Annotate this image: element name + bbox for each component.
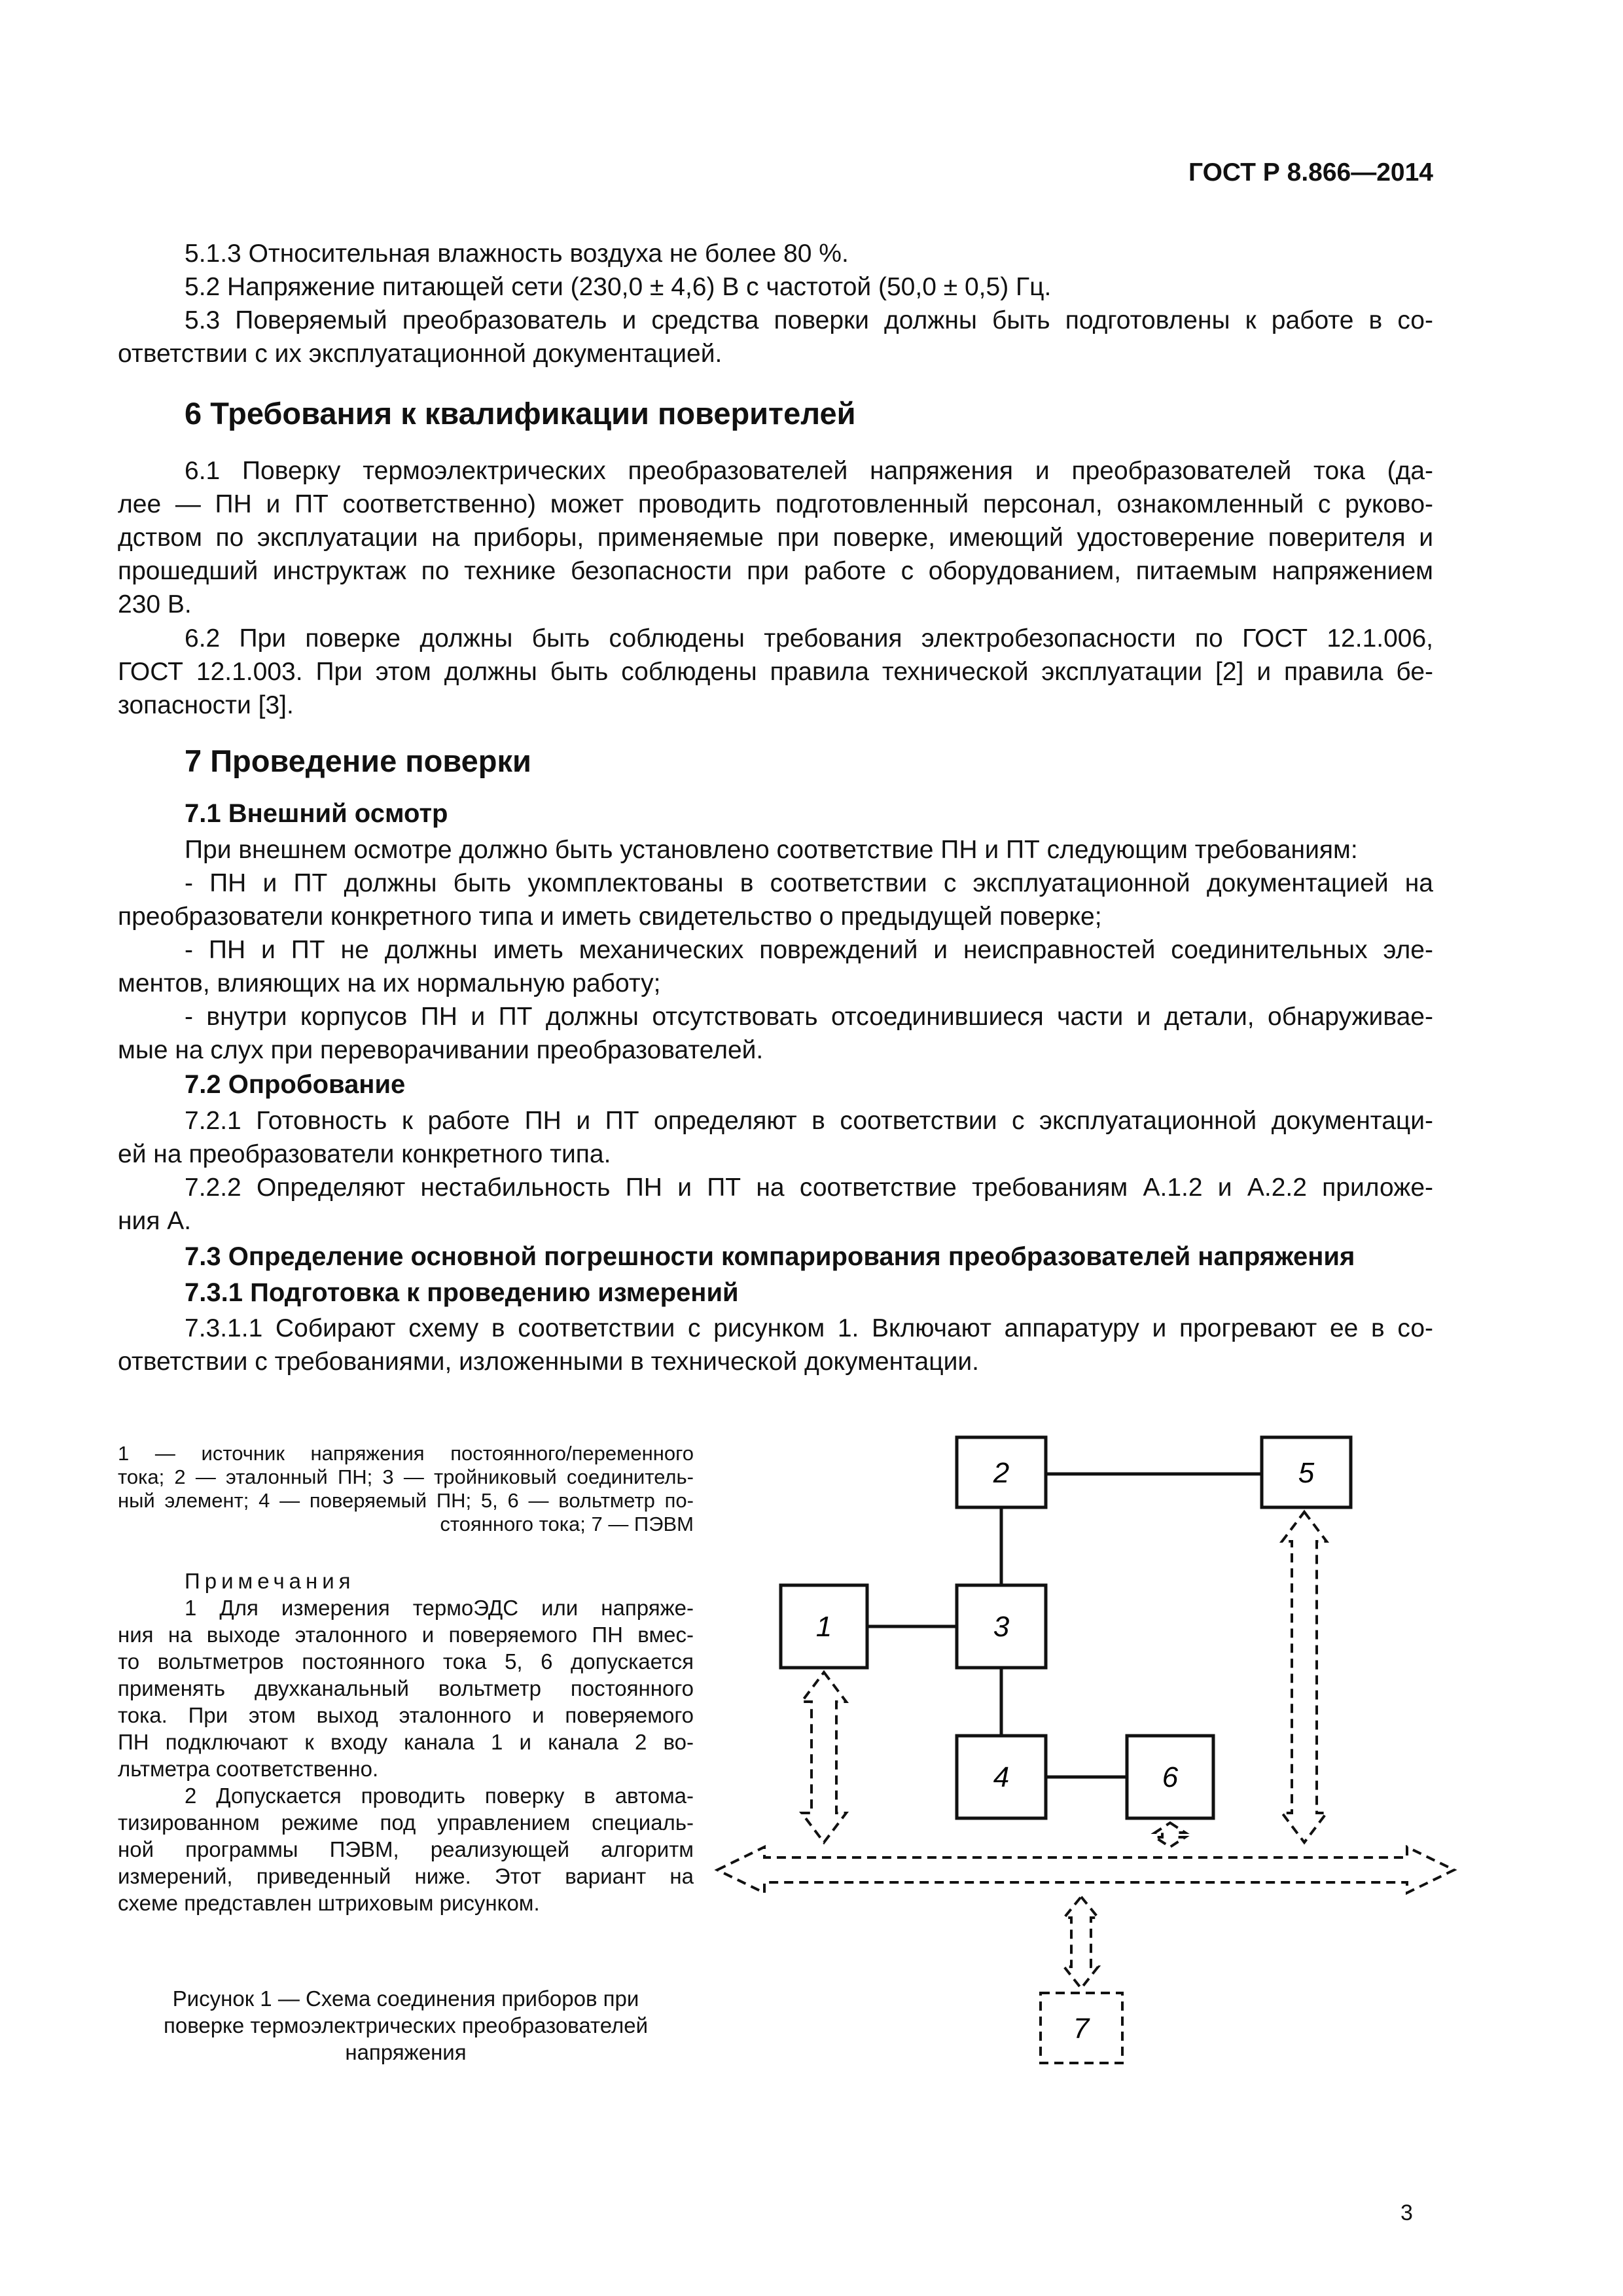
para-7-2-2: 7.2.2 Определяют нестабильность ПН и ПТ на соответствие требованиям А.1.2 и А.2.2 приложе- ния А. — [118, 1174, 1433, 1235]
arrow-1-bus — [802, 1672, 846, 1842]
data-bus-arrow — [717, 1847, 1454, 1893]
section-6-heading: 6 Требования к квалификации поверителей — [185, 396, 856, 431]
section-7-2-heading: 7.2 Опробование — [185, 1070, 406, 1099]
para-7-1-item2: - ПН и ПТ не должны иметь механических повреждений и неисправностей соединительных эле- ментов, влияющих на их нормальную работу; — [118, 936, 1433, 997]
para-7-3-1-1: 7.3.1.1 Собирают схему в соответствии с рисунком 1. Включают аппаратуру и прогревают ее в со- ответствии с требованиями, изложенными в технической документации. — [118, 1314, 1433, 1376]
note-2: 2 Допускается проводить поверку в автома- — [185, 1784, 694, 1808]
notes-title: Примечания — [185, 1569, 355, 1593]
para-7-2-1: 7.2.1 Готовность к работе ПН и ПТ определяют в соответствии с эксплуатационной документаци- ей на преобразователи конкретного типа. — [118, 1107, 1433, 1168]
block-2-label: 2 — [993, 1457, 1010, 1489]
arrow-6-bus — [1155, 1823, 1185, 1847]
block-5-label: 5 — [1298, 1457, 1315, 1489]
para-5-1-3: 5.1.3 Относительная влажность воздуха не более 80 %. — [185, 240, 849, 268]
section-7-3-heading: 7.3 Определение основной погрешности компарирования преобразователей напряжения — [185, 1242, 1355, 1271]
para-7-1-item3: - внутри корпусов ПН и ПТ должны отсутствовать отсоединившиеся части и детали, обнаруживае- мые на слух при переворачивании преобразователей. — [118, 1003, 1433, 1064]
arrow-5-bus — [1282, 1512, 1327, 1842]
figure-legend: 1 — источник напряжения постоянного/переменного тока; 2 — эталонный ПН; 3 — тройниковый соединитель- ный элемент; 4 — поверяемый ПН; 5, 6 — вольтметр по- стоянного тока; 7 — ПЭВМ — [118, 1442, 694, 1535]
document-header: ГОСТ Р 8.866—2014 — [1188, 158, 1433, 187]
page-number: 3 — [1400, 2200, 1413, 2225]
section-7-1-heading: 7.1 Внешний осмотр — [185, 799, 448, 828]
para-7-1-item1: - ПН и ПТ должны быть укомплектованы в соответствии с эксплуатационной документацией на преобразователи конкретного типа и иметь свидетельство о предыдущей поверке; — [118, 869, 1433, 931]
note-1: 1 Для измерения термоЭДС или напряже- — [185, 1596, 694, 1620]
figure-caption: Рисунок 1 — Схема соединения приборов при поверке термоэлектрических преобразователей напряжения — [163, 1986, 649, 2064]
figure-notes: Примечания 1 Для измерения термоЭДС или напряже- ния на выходе эталонного и поверяемого ПН вмес- то вольтметров постоянного тока 5, 6 допускается применять двухканальный вольтметр постоянного тока. При этом выход эталонного и поверяемого ПН подключают к входу канала 1 и канала 2 во- льтметра соответственно. 2 Допускается проводить поверку в автома- тизированном режиме под управлением специаль- ной программы ПЭВМ, реализующей алгоритм измерений, приведенный ниже. Этот вариант на схеме представлен штриховым рисунком. — [118, 1569, 694, 1915]
block-3-label: 3 — [993, 1611, 1010, 1643]
block-1-label: 1 — [815, 1611, 832, 1643]
block-6-label: 6 — [1162, 1761, 1179, 1793]
section-7-heading: 7 Проведение поверки — [185, 744, 531, 778]
para-5-3: 5.3 Поверяемый преобразователь и средства поверки должны быть подготовлены к работе в со- ответствии с их эксплуатационной документацией. — [118, 306, 1433, 368]
section-7-3-1-heading: 7.3.1 Подготовка к проведению измерений — [185, 1278, 739, 1307]
para-6-2: 6.2 При поверке должны быть соблюдены требования электробезопасности по ГОСТ 12.1.006, ГОСТ 12.1.003. При этом должны быть соблюдены правила технической эксплуатации [2] и правила бе- зопасности [3]. — [118, 624, 1433, 719]
para-6-1: 6.1 Поверку термоэлектрических преобразователей напряжения и преобразователей тока (да- лее — ПН и ПТ соответственно) может проводить подготовленный персонал, ознакомленный с руково- дством по эксплуатации на приборы, применяемые при поверке, имеющий удостоверение поверителя и прошедший инструктаж по технике безопасности при работе с оборудованием, питаемым напряжением 230 В. — [118, 457, 1433, 619]
arrow-bus-7 — [1064, 1897, 1098, 1988]
block-4-label: 4 — [993, 1761, 1010, 1793]
para-5-2: 5.2 Напряжение питающей сети (230,0 ± 4,6) В с частотой (50,0 ± 0,5) Гц. — [185, 273, 1052, 301]
para-7-1-intro: При внешнем осмотре должно быть установлено соответствие ПН и ПТ следующим требованиям: — [185, 836, 1358, 864]
block-7-label: 7 — [1073, 2013, 1090, 2045]
